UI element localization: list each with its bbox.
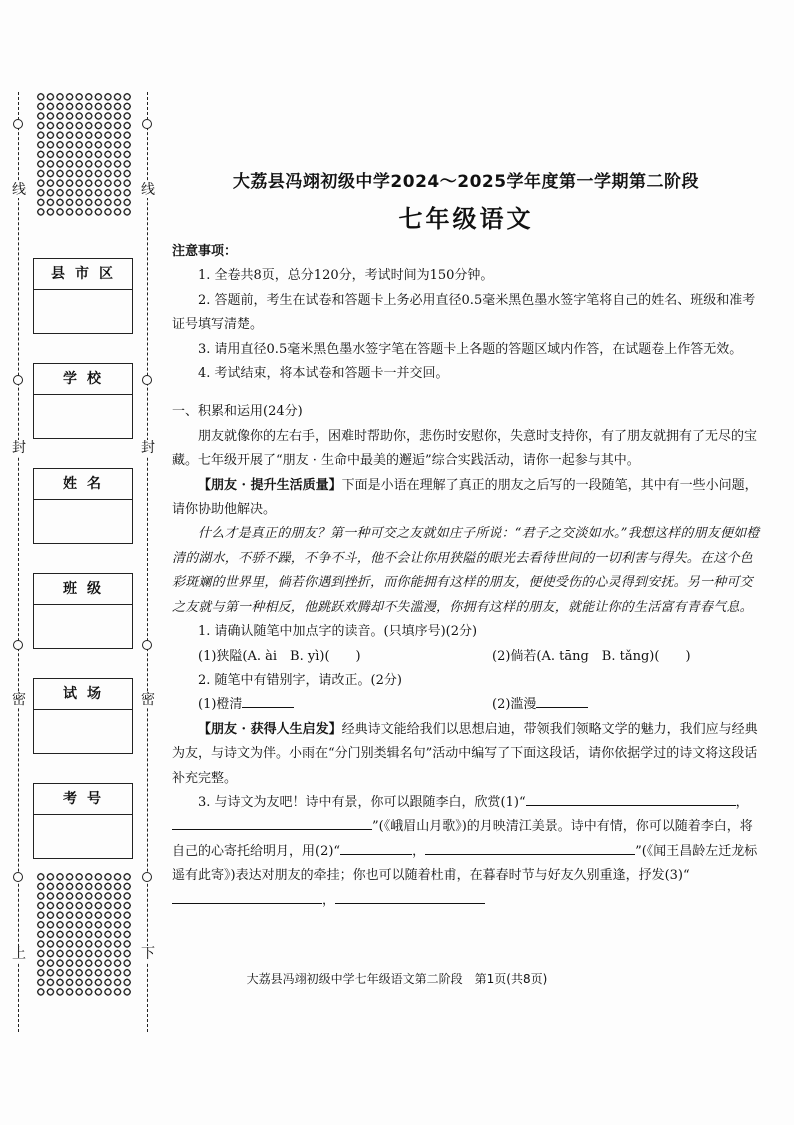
field-label: 学校 [34,364,132,395]
field-exam-number[interactable] [33,783,133,859]
binding-mark: 下 [138,946,158,962]
question-3-part-a: 3. 与诗文为友吧！诗中有景，你可以跟随李白，欣赏(1)“ [198,794,526,810]
part1-text: 下面是小语在理解了真正的朋友之后写的一段随笔，其中有一些小问题，请你协助他解决。 [172,477,758,518]
binding-hole [142,375,152,385]
question-1: 1. 请确认随笔中加点字的读音。(只填序号)(2分) [198,624,478,640]
main-content [172,170,760,913]
binding-hole [13,640,23,650]
question-2-options [172,693,760,717]
binding-mark: 密 [9,692,29,708]
note-item: 4. 考试结束，将本试卷和答题卡一并交回。 [198,366,449,382]
field-exam-room[interactable] [33,678,133,754]
answer-blank[interactable] [335,889,485,904]
notes-title: 注意事项： [172,244,238,259]
question-3-part-c: ”(《闻王昌龄左迁龙标遥有此寄》)表达对朋友的牵挂；你也可以随着杜甫，在暮春时节与好友久别重逢，抒发(3)“ [172,843,758,884]
field-county[interactable] [33,258,133,334]
binding-hole [142,119,152,129]
question-3: 3. 与诗文为友吧！诗中有景，你可以跟随李白，欣赏(1)“ ，”(《峨眉山月歌》)的月映清江美景。诗中有情，你可以随着李白，将自己的心寄托给明月，用(2)“ ， ”(《闻王昌龄左迁龙标遥有此寄》)表达对朋友的牵挂；你也可以随着杜甫，在暮春时节与好友久别重逢，抒发(3)“， [172,791,760,913]
binding-mark: 上 [9,946,29,962]
answer-blank[interactable] [340,840,412,855]
essay-text: 什么才是真正的朋友？第一种可交之友就如庄子所说：“君子之交淡如水。”我想这样的朋友便如橙清的湖水，不骄不躁，不争不斗，他不会让你用狭隘的眼光去看待世间的一切利害与得失。在这个色彩斑斓的世界里，倘若你遇到挫折，而你能拥有这样的朋友，便使受伤的心灵得到安抚。另一种可交之友就与第一种相反，他跳跃欢腾却不失滥漫，你拥有这样的朋友，就能让你的生活富有青春气息。 [172,526,760,615]
question-1-options [172,645,760,669]
dot-grid-top [36,92,132,217]
binding-mark: 封 [9,440,29,456]
part2-paragraph [172,718,760,791]
binding-hole [13,119,23,129]
exam-subject: 七年级语文 [398,205,534,233]
field-school[interactable] [33,363,133,439]
binding-mark: 封 [138,440,158,456]
answer-blank[interactable] [242,693,294,708]
part2-text: 经典诗文能给我们以思想启迪，带领我们领略文学的魅力，我们应与经典为友，与诗文为伴。小雨在“分门别类辑名句”活动中编写了下面这段话，请你依据学过的诗文将这段话补充完整。 [172,721,758,786]
question-1a[interactable]: (1)狭隘(A. ài B. yì)( ) [198,648,361,664]
binding-line-right [147,92,148,1032]
exam-title: 大荔县冯翊初级中学2024～2025学年度第一学期第二阶段 [232,172,700,192]
note-item: 1. 全卷共8页，总分120分，考试时间为150分钟。 [198,268,494,284]
question-2: 2. 随笔中有错别字，请改正。(2分) [198,672,402,688]
binding-hole [142,640,152,650]
answer-blank[interactable] [526,791,736,806]
answer-blank[interactable] [172,889,322,904]
field-class[interactable] [33,573,133,649]
section-intro: 朋友就像你的左右手，困难时帮助你，悲伤时安慰你，失意时支持你，有了朋友就拥有了无尽的宝藏。七年级开展了“朋友 · 生命中最美的邂逅”综合实践活动，请你一起参与其中。 [172,428,758,469]
binding-hole [142,872,152,882]
binding-mark: 线 [138,182,158,198]
field-label: 县市区 [34,259,132,290]
note-item: 2. 答题前，考生在试卷和答题卡上务必用直径0.5毫米黑色墨水签字笔将自己的姓名、班级和准考证号填写清楚。 [172,292,756,333]
binding-mark: 密 [138,692,158,708]
question-2a [172,693,466,717]
answer-blank[interactable] [536,693,588,708]
field-label: 考号 [34,784,132,815]
field-name[interactable] [33,468,133,544]
field-label: 班级 [34,574,132,605]
page-footer: 大荔县冯翊初级中学七年级语文第二阶段 第1页(共8页) [246,972,548,986]
question-1b[interactable]: (2)倘若(A. tāng B. tǎng)( ) [492,648,691,664]
answer-blank[interactable] [425,840,635,855]
field-label: 试场 [34,679,132,710]
question-2b-label: (2)滥漫 [492,697,537,713]
question-2a-label: (1)橙清 [198,697,243,713]
binding-hole [13,375,23,385]
question-3-part-b: ”(《峨眉山月歌》)的月映清江美景。诗中有情，你可以随着李白，将自己的心寄托给明月，用(2)“ [172,819,753,859]
part1-tag: 【朋友 · 提升生活质量】 [198,477,342,493]
section-heading: 一、积累和运用(24分) [172,404,303,420]
binding-mark: 线 [9,182,29,198]
field-label: 姓名 [34,469,132,500]
part1-paragraph [172,474,760,523]
part2-tag: 【朋友 · 获得人生启发】 [198,721,342,737]
binding-hole [13,872,23,882]
answer-blank[interactable] [172,815,372,830]
question-2b [466,693,760,717]
note-item: 3. 请用直径0.5毫米黑色墨水签字笔在答题卡上各题的答题区域内作答，在试题卷上作答无效。 [198,341,743,357]
binding-line-left [18,92,19,1032]
